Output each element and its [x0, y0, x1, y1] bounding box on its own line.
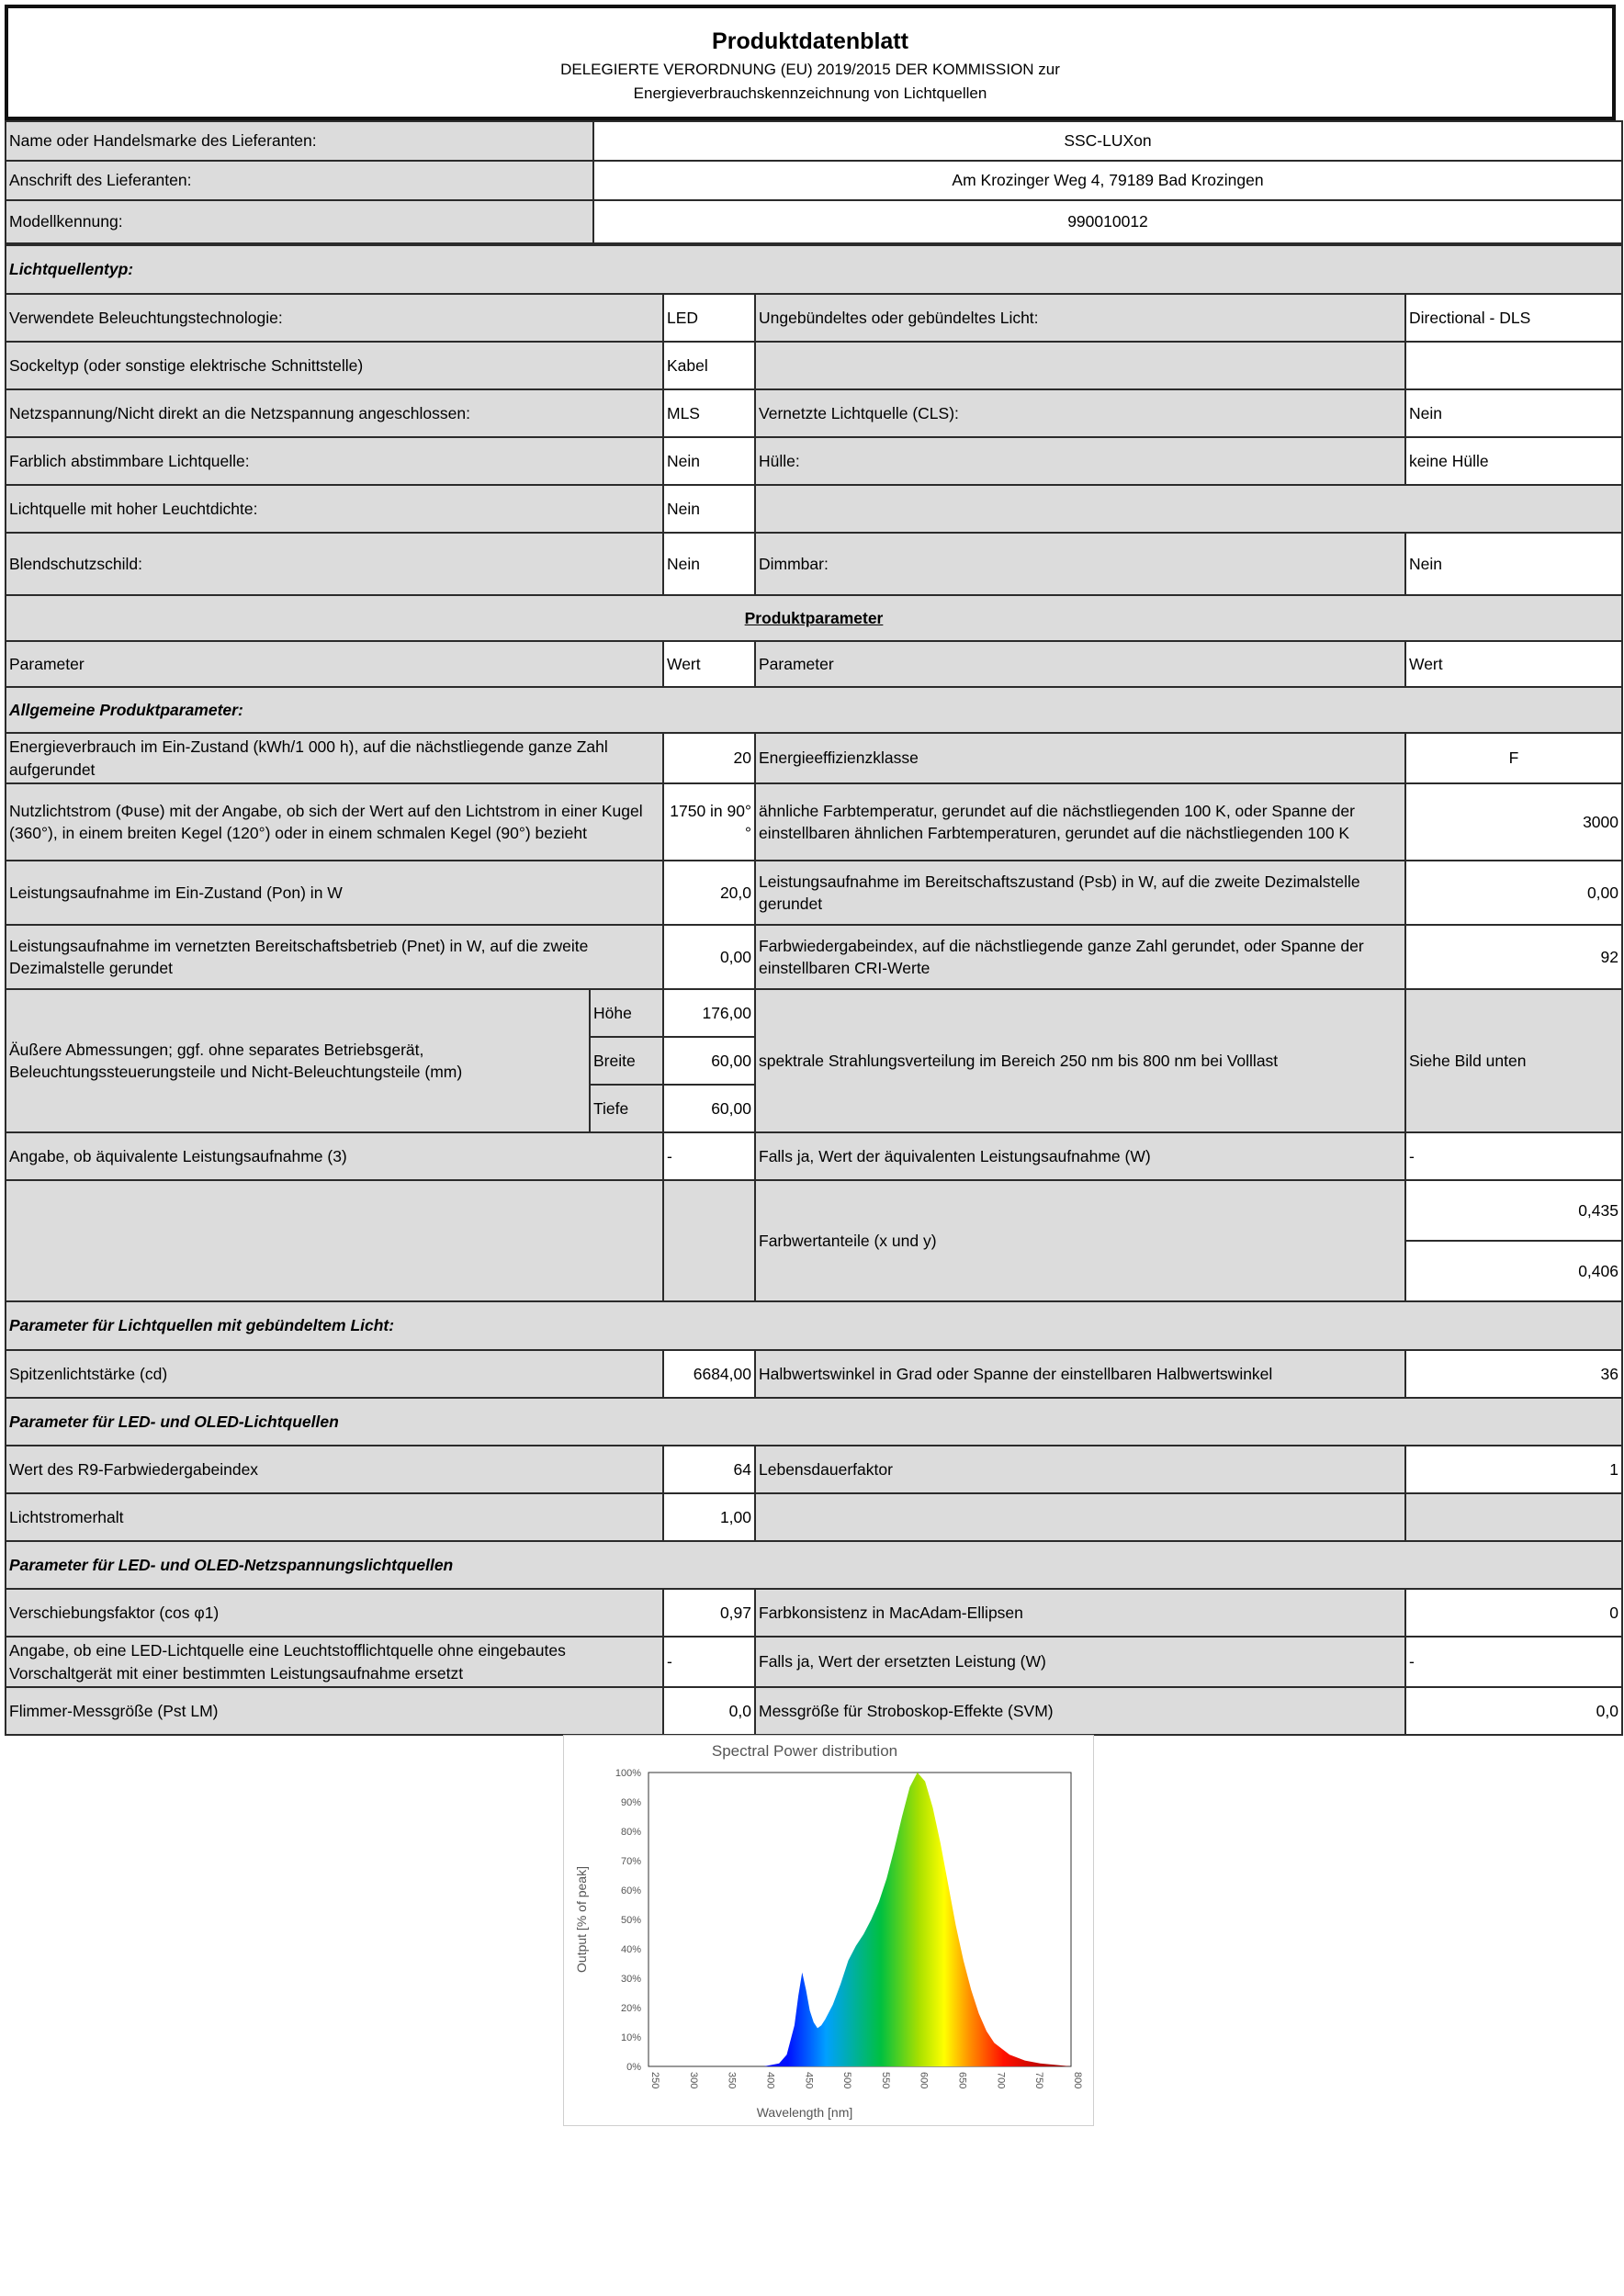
- cri-label: Farbwiedergabeindex, auf die nächstliegende ganze Zahl gerundet, oder Spanne der einstellbaren CRI-Werte: [755, 925, 1405, 989]
- chroma-label: Farbwertanteile (x und y): [755, 1180, 1405, 1301]
- y-axis-label: Output [% of peak]: [574, 1866, 589, 1973]
- eclass-value: F: [1405, 733, 1622, 783]
- replace-w-label: Falls ja, Wert der ersetzten Leistung (W): [755, 1637, 1405, 1687]
- highlum-label: Lichtquelle mit hoher Leuchtdichte:: [6, 485, 663, 533]
- x-tick-label: 450: [803, 2072, 815, 2089]
- height-value: 176,00: [663, 989, 755, 1037]
- mains-label: Netzspannung/Nicht direkt an die Netzspannung angeschlossen:: [6, 389, 663, 437]
- empty-cell: [663, 1180, 755, 1301]
- y-tick-label: 80%: [620, 1827, 641, 1838]
- glare-value: Nein: [663, 533, 755, 595]
- chroma-x-value: 0,435: [1405, 1180, 1622, 1241]
- peak-value: 6684,00: [663, 1350, 755, 1398]
- header-box: [5, 5, 1616, 120]
- lighttype-table: [5, 244, 1623, 596]
- params-table: [5, 594, 1623, 1736]
- r9-label: Wert des R9-Farbwiedergabeindex: [6, 1446, 663, 1493]
- model-value: 990010012: [593, 200, 1622, 243]
- replace-w-value: -: [1405, 1637, 1622, 1687]
- pnet-label: Leistungsaufnahme im vernetzten Bereitschaftsbetrieb (Pnet) in W, auf die zweite Dezimalstelle gerundet: [6, 925, 663, 989]
- energy-value: 20: [663, 733, 755, 783]
- energy-label: Energieverbrauch im Ein-Zustand (kWh/1 000 h), auf die nächstliegende ganze Zahl aufgerundet: [6, 733, 663, 783]
- directional-value: Directional - DLS: [1405, 294, 1622, 342]
- cls-value: Nein: [1405, 389, 1622, 437]
- empty-cell: [1405, 1493, 1622, 1541]
- params-title: Produktparameter: [6, 595, 1622, 641]
- tech-label: Verwendete Beleuchtungstechnologie:: [6, 294, 663, 342]
- macadam-label: Farbkonsistenz in MacAdam-Ellipsen: [755, 1589, 1405, 1637]
- cos-label: Verschiebungsfaktor (cos φ1): [6, 1589, 663, 1637]
- empty-cell: [6, 1180, 663, 1301]
- y-tick-label: 90%: [620, 1797, 641, 1808]
- cos-value: 0,97: [663, 1589, 755, 1637]
- empty-cell: [755, 485, 1622, 533]
- flux-value: 1750 in 90°°: [663, 783, 755, 861]
- x-tick-label: 250: [649, 2072, 660, 2089]
- y-tick-label: 20%: [620, 2003, 641, 2014]
- dls-heading: Parameter für Lichtquellen mit gebündeltem Licht:: [6, 1301, 1622, 1350]
- mls-heading: Parameter für LED- und OLED-Netzspannungslichtquellen: [6, 1541, 1622, 1589]
- regulation-line: DELEGIERTE VERORDNUNG (EU) 2019/2015 DER KOMMISSION zur: [560, 61, 1060, 78]
- tunable-value: Nein: [663, 437, 755, 485]
- supplier-table: [5, 120, 1623, 244]
- glare-label: Blendschutzschild:: [6, 533, 663, 595]
- equiv-label: Angabe, ob äquivalente Leistungsaufnahme (3): [6, 1132, 663, 1180]
- highlum-value: Nein: [663, 485, 755, 533]
- model-label: Modellkennung:: [6, 200, 593, 243]
- depth-label: Tiefe: [590, 1085, 663, 1132]
- equiv-value: -: [663, 1132, 755, 1180]
- spectral-chart-svg: [564, 1736, 1093, 2125]
- x-tick-label: 550: [879, 2072, 891, 2089]
- envelope-label: Hülle:: [755, 437, 1405, 485]
- width-label: Breite: [590, 1037, 663, 1085]
- beam-value: 36: [1405, 1350, 1622, 1398]
- life-label: Lebensdauerfaktor: [755, 1446, 1405, 1493]
- x-tick-label: 700: [995, 2072, 1007, 2089]
- flux-label: Nutzlichtstrom (Φuse) mit der Angabe, ob sich der Wert auf den Lichtstrom in einer Kugel (360°), in einem breiten Kegel (120°) oder in einem schmalen Kegel (90°) bezieht: [6, 783, 663, 861]
- y-tick-label: 40%: [620, 1944, 641, 1955]
- cls-label: Vernetzte Lichtquelle (CLS):: [755, 389, 1405, 437]
- chroma-y-value: 0,406: [1405, 1241, 1622, 1301]
- chart-title: Spectral Power distribution: [711, 1742, 898, 1760]
- x-tick-label: 300: [687, 2072, 699, 2089]
- svm-value: 0,0: [1405, 1687, 1622, 1735]
- x-tick-label: 500: [841, 2072, 853, 2089]
- replace-label: Angabe, ob eine LED-Lichtquelle eine Leuchtstofflichtquelle ohne eingebautes Vorschaltgerät mit einer bestimmten Leistungsaufnahme ersetzt: [6, 1637, 663, 1687]
- svm-label: Messgröße für Stroboskop-Effekte (SVM): [755, 1687, 1405, 1735]
- eclass-label: Energieeffizienzklasse: [755, 733, 1405, 783]
- empty-cell: [1405, 342, 1622, 389]
- width-value: 60,00: [663, 1037, 755, 1085]
- supplier-address-value: Am Krozinger Weg 4, 79189 Bad Krozingen: [593, 161, 1622, 200]
- supplier-name-value: SSC-LUXon: [593, 121, 1622, 161]
- beam-label: Halbwertswinkel in Grad oder Spanne der einstellbaren Halbwertswinkel: [755, 1350, 1405, 1398]
- flicker-value: 0,0: [663, 1687, 755, 1735]
- page-title: Produktdatenblatt: [712, 28, 908, 54]
- envelope-value: keine Hülle: [1405, 437, 1622, 485]
- replace-value: -: [663, 1637, 755, 1687]
- y-tick-label: 0%: [626, 2062, 641, 2073]
- dimmable-label: Dimmbar:: [755, 533, 1405, 595]
- maint-label: Lichtstromerhalt: [6, 1493, 663, 1541]
- dimmable-value: Nein: [1405, 533, 1622, 595]
- x-tick-label: 350: [726, 2072, 738, 2089]
- lighttype-heading: Lichtquellentyp:: [6, 245, 1622, 294]
- psb-label: Leistungsaufnahme im Bereitschaftszustand (Psb) in W, auf die zweite Dezimalstelle gerundet: [755, 861, 1405, 925]
- macadam-value: 0: [1405, 1589, 1622, 1637]
- y-tick-label: 30%: [620, 1974, 641, 1985]
- x-tick-label: 650: [956, 2072, 968, 2089]
- x-tick-label: 750: [1033, 2072, 1045, 2089]
- equiv-w-label: Falls ja, Wert der äquivalenten Leistungsaufnahme (W): [755, 1132, 1405, 1180]
- led-heading: Parameter für LED- und OLED-Lichtquellen: [6, 1398, 1622, 1446]
- supplier-name-label: Name oder Handelsmarke des Lieferanten:: [6, 121, 593, 161]
- spd-label: spektrale Strahlungsverteilung im Bereich 250 nm bis 800 nm bei Volllast: [755, 989, 1405, 1132]
- height-label: Höhe: [590, 989, 663, 1037]
- maint-value: 1,00: [663, 1493, 755, 1541]
- equiv-w-value: -: [1405, 1132, 1622, 1180]
- peak-label: Spitzenlichtstärke (cd): [6, 1350, 663, 1398]
- empty-cell: [755, 1493, 1405, 1541]
- x-tick-label: 400: [764, 2072, 776, 2089]
- col-param-header-2: Parameter: [755, 641, 1405, 687]
- x-tick-label: 800: [1072, 2072, 1083, 2089]
- y-tick-label: 10%: [620, 2032, 641, 2043]
- general-heading: Allgemeine Produktparameter:: [6, 687, 1622, 733]
- y-tick-label: 60%: [620, 1885, 641, 1896]
- socket-value: Kabel: [663, 342, 755, 389]
- x-tick-label: 600: [918, 2072, 930, 2089]
- y-tick-label: 50%: [620, 1915, 641, 1926]
- r9-value: 64: [663, 1446, 755, 1493]
- cct-label: ähnliche Farbtemperatur, gerundet auf die nächstliegenden 100 K, oder Spanne der einstellbaren ähnlichen Farbtemperaturen, gerundet auf die nächstliegenden 100 K: [755, 783, 1405, 861]
- cri-value: 92: [1405, 925, 1622, 989]
- tunable-label: Farblich abstimmbare Lichtquelle:: [6, 437, 663, 485]
- tech-value: LED: [663, 294, 755, 342]
- x-axis-label: Wavelength [nm]: [756, 2105, 853, 2120]
- y-tick-label: 100%: [615, 1768, 641, 1779]
- life-value: 1: [1405, 1446, 1622, 1493]
- socket-label: Sockeltyp (oder sonstige elektrische Schnittstelle): [6, 342, 663, 389]
- pon-value: 20,0: [663, 861, 755, 925]
- directional-label: Ungebündeltes oder gebündeltes Licht:: [755, 294, 1405, 342]
- depth-value: 60,00: [663, 1085, 755, 1132]
- cct-value: 3000: [1405, 783, 1622, 861]
- supplier-address-label: Anschrift des Lieferanten:: [6, 161, 593, 200]
- mains-value: MLS: [663, 389, 755, 437]
- col-param-header: Parameter: [6, 641, 663, 687]
- regulation-line-2: Energieverbrauchskennzeichnung von Lichtquellen: [633, 84, 987, 102]
- col-value-header: Wert: [663, 641, 755, 687]
- dimensions-label: Äußere Abmessungen; ggf. ohne separates Betriebsgerät, Beleuchtungssteuerungsteile und Nicht-Beleuchtungsteile (mm): [6, 989, 590, 1132]
- flicker-label: Flimmer-Messgröße (Pst LM): [6, 1687, 663, 1735]
- y-tick-label: 70%: [620, 1856, 641, 1867]
- psb-value: 0,00: [1405, 861, 1622, 925]
- empty-cell: [755, 342, 1405, 389]
- spd-value: Siehe Bild unten: [1405, 989, 1622, 1132]
- spectral-chart: [563, 1735, 1094, 2126]
- col-value-header-2: Wert: [1405, 641, 1622, 687]
- pnet-value: 0,00: [663, 925, 755, 989]
- pon-label: Leistungsaufnahme im Ein-Zustand (Pon) in W: [6, 861, 663, 925]
